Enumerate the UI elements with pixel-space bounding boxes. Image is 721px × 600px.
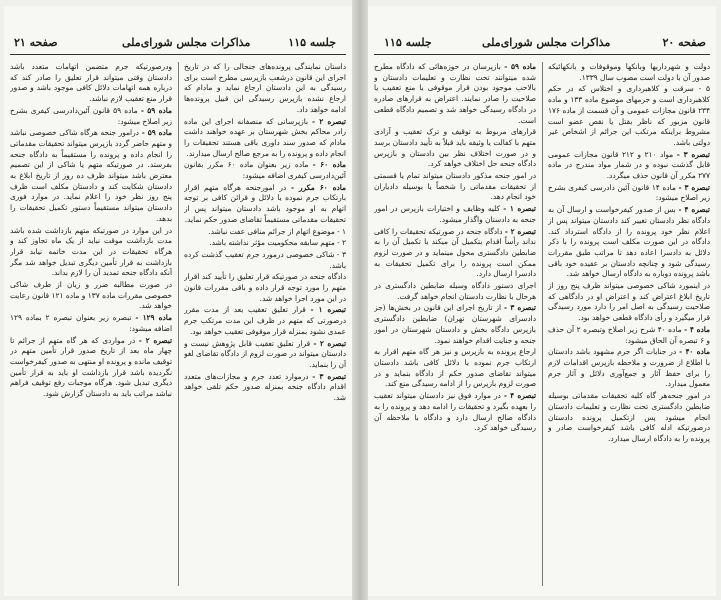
section-heading: تبصره ۱ - — [310, 305, 346, 315]
section-heading: تبصره ۲ - — [504, 226, 536, 236]
paragraph: تبصره ۲ - در مواردی که هر گاه متهم از جرائم تا چهار ماه بعد از تاریخ صدور قرار تأمین متهم در توقیف مانده و پرونده او منتهی به صدور کیفرخواست نگردیده باشد قرار بازداشت او باید به قرار تأمین دیگری تبدیل شود. هرگاه موجبات رفع توقیف فراهم نباشد مراتب باید به دادستان گزارش شود. — [10, 335, 172, 399]
paragraph: ۱ - موضوع اتهام از جرائم منافی عفت نباشد. — [208, 226, 346, 236]
paragraph: ماده ۵۹ - ماده ۵۹ قانون آئین‌دادرسی کیفری بشرح زیر اصلاح میشود: — [10, 105, 172, 126]
left-page-session: جلسه ۱۱۵ — [288, 36, 336, 49]
paragraph: ماده ۶۰ مکرر - در امورجنحه هرگاه متهم اقرار بارتکاب جرم نموده یا دلائل و قرائن کافی بر توجه اتهام به او موجود باشد دادستان میتواند پس از تحقیقات مقدماتی مستقیماً تقاضای صدور حکم نماید. — [184, 182, 346, 224]
paragraph: ۳ - شاکی خصوصی درمورد جرم تعقیب گذشت کرده باشد. — [184, 249, 346, 270]
section-heading: ماده ۵۹ - — [141, 128, 172, 138]
paragraph: در امور جنحه مذکور دادستان میتواند تمام یا قسمتی از تحقیقات مقدماتی را شخصاً یا بوسیله دادیاران خود انجام دهد. — [374, 171, 536, 202]
section-heading: تبصره ۴ - — [678, 205, 710, 215]
paragraph: تبصره ۱ - قرار تعلیق تعقیب بعد از مدت مقرر درصورتی که متهم در ظرف این مدت مرتکب جرم عمدی نشود بمنزله قرار موقوفی تعقیب خواهد بود. — [184, 305, 346, 336]
section-heading: ماده ۶۰ مکرر - — [290, 182, 346, 192]
paragraph: تبصره ۴ - بس از صدور کیفرخواست و ارسال آن به دادگاه نظر دادستان تغییر کند دادستان میتواند پس از اعلام نظر خود پرونده را از دادگاه استرداد کند. دادگاه در این صورت مکلف است پرونده را با ذکر دلائل به دادسرا اعاده دهد تا مراتب طبق مقررات رسیدگی شود و چنانچه دادستان بر عقیده خود باقی باشد پرونده دوباره به دادگاه ارسال خواهد شد. — [548, 205, 710, 279]
section-heading: تبصره ۳ - — [676, 149, 710, 159]
paragraph: تبصره ۳ - مواد ۲۱۰ و ۲۱۲ قانون مجازات عمومی قابل گذشت نبوده و در شمار مواد مندرج در ماده ۲۷۷ مکرر آن قانون حذف میگردد. — [548, 149, 710, 181]
section-heading: تبصره ۳ - — [503, 303, 536, 313]
section-heading: ماده ۴ - — [684, 324, 710, 334]
book-gutter — [352, 0, 368, 600]
section-heading: ماده ۴۰ - — [679, 347, 710, 357]
section-heading: تبصره ۳ - — [678, 182, 710, 192]
paragraph: ۵ - سرقت و کلاهبرداری و اختلاس که در حکم کلاهبرداری است و جرمهای موضوع ماده ۱۳۳ و ماده ۲۳۴ قانون مجازات عمومی و آن قسمت از ماده ۱۷۶ قانون مزبور که ناظر بقتل یا نقص عضو است مشروط براینکه مرتکب این جرائم از اشخاص غیر دولتی باشد. — [548, 84, 710, 147]
paragraph: تبصره ۳ - از تاریخ اجرای این قانون در بخش‌ها (جز دادسرای شهرستان تهران) ضابطین دادگستری بازپرس دادگاه بخش و دادستان شهرستان در امور جنحه و جنایت اقدام خواهند نمود. — [374, 303, 536, 345]
section-heading: تبصره ۳ - — [312, 371, 346, 381]
section-heading: ماده ۱۲۹ - — [135, 313, 172, 323]
paragraph: ۲ - متهم سابقه محکومیت مؤثر نداشته باشد. — [209, 238, 346, 248]
left-page-number: صفحه ۲۱ — [14, 36, 58, 49]
left-page — [4, 6, 352, 596]
paragraph: تبصره ۳ - درموارد تعدد جرم و مجازات‌های متعدد اقدام دادگاه جنحه بمنزله صدور حکم تلقی خواهد شد. — [184, 371, 346, 403]
right-page-header — [374, 32, 710, 55]
right-page-journal-title: مذاکرات مجلس شورای‌ملی — [482, 36, 611, 49]
section-heading: تبصره ۲ - — [138, 335, 172, 345]
column-divider — [542, 62, 543, 586]
paragraph: ماده ۵۹ - بازپرسان در حوزه‌هائی که دادگاه مطرح شده میتوانند تحت نظارت و تعلیمات دادستان و بالاحب موجود بودن قرار موقوفی یا منع تعقیب یا صلاحیت را صادر نمایند. اعتراض به قرارهای صادره در دادگاه رسیدگی خواهد شد و تصمیم دادگاه قطعی است. — [374, 62, 536, 125]
paragraph: ماده ۴۰ - در جنایات اگر جرم مشهود باشد دادستان با اطلاع از ضرورت و ملاحظه بازپرس اقدامات لازم را برای حفظ آثار و جمع‌آوری دلائل و آثار جرم معمول میدارد. — [548, 347, 710, 389]
left-page-header — [10, 32, 346, 55]
paragraph: تبصره ۳ - ماده ۱۴ قانون آئین دادرسی کیفری بشرح زیر اصلاح میشود: — [548, 182, 710, 203]
paragraph: داستان نمایندگی پرونده‌های جنجالی را که در تاریخ اجرای این قانون درشعب بازپرسی مطرح است برای رسیدگی به این دادستان ارجاع نماید و مادام که ارجاع نشده بازپرس رسیدگی این قبیل پرونده‌ها ادامه خواهد داد. — [184, 62, 346, 114]
section-heading: ماده ۶۰ - — [312, 160, 346, 170]
section-heading: ماده ۵۹ - — [140, 105, 172, 115]
paragraph: در صورت مطالبه ضرر و زیان از طرف شاکی خصوصی مقررات ماده ۱۳۷ و ماده ۱۲۱ قانون رعایت خواهد شد. — [10, 280, 172, 311]
right-page-column-left — [374, 62, 536, 588]
paragraph: دولت و شهرداریها وبانکها وموقوفات و بانکهائیکه صدور آن با دولت است مصوب سال ۱۳۳۹. — [548, 62, 710, 82]
right-page — [368, 6, 716, 596]
section-heading: تبصره ۴ - — [503, 391, 536, 401]
paragraph: تبصره ۲ - دادگاه جنحه در صورتیکه تحقیقات را کافی نداند رأساً اقدام بتکمیل آن میکند یا تکمیل آن را به ضابطین دادگستری محول مینماید و در صورت لزوم ممکن است پرونده را برای تکمیل تحقیقات به دادسرا ارسال دارد. — [374, 226, 536, 279]
paragraph: دادگاه جنحه در صورتیکه قرار تعلیق را تأیید کند اقرار متهم را مورد توجه قرار داده و باقی مقررات قانون در این مورد اجرا خواهد شد. — [184, 272, 346, 303]
paragraph: تبصره ۴ - در موارد فوق نیز دادستان میتواند تعقیب را بعهده بگیرد و تحقیقات را ادامه دهد و پرونده را به دادگاه صالح ارسال دارد و دادگاه با ملاحظه آن رسیدگی خواهد کرد. — [374, 391, 536, 433]
paragraph: در این موارد در صورتیکه متهم بازداشت شده باشد مدت بازداشت موقت نباید از یک ماه تجاوز کند و هرگاه تحقیقات در این مدت خاتمه نیابد قرار بازداشت به قرار تأمین دیگری تبدیل خواهد شد مگر آنکه دادگاه جنحه تمدید آن را لازم بداند. — [10, 225, 172, 278]
paragraph: تبصره ۱ - کلیه وظایف و اختیارات بازپرس در امور جنحه به دادستان واگذار میشود. — [374, 204, 536, 224]
right-page-session: جلسه ۱۱۵ — [384, 36, 432, 49]
paragraph: ماده ۱۲۹ - تبصره زیر بعنوان تبصره ۲ بماده ۱۲۹ اضافه میشود: — [10, 313, 172, 333]
right-page-column-right — [548, 62, 710, 588]
paragraph: ماده ۶۰ - ماده زیر بعنوان ماده ۶۰ مکرر بقانون آئین‌دادرسی کیفری اضافه میشود: — [184, 160, 346, 181]
paragraph: ودرصورتیکه جرم متضمن اتهامات متعدد باشد دادستان وقتی میتواند قرار تعلیق را صادر کند که درباره همه اتهامات دلائل کافی موجود باشد و صدور قرار منع تعقیب لازم نباشد. — [10, 62, 172, 104]
section-heading: ماده ۵۹ - — [504, 62, 536, 71]
paragraph: ارجاع پرونده به بازپرس و نیز هر گاه متهم اقرار به ارتکاب جرم نموده یا دلائل کافی باشد دادستان میتواند تقاضای صدور حکم از دادگاه بنماید و در صورت لزوم بازپرس را از ادامه رسیدگی منع کند. — [374, 347, 536, 389]
paragraph: در امور جنحه‌هر گاه کلیه تحقیقات مقدماتی بوسیله ضابطین دادگستری تحت نظارت و تعلیمات دادستان انجام میشود پس ازتکمیل پرونده دادستان درصورتیکه ادله کافی باشد کیفرخواست صادر و پرونده را به دادگاه ارسال میدارد. — [548, 391, 710, 443]
paragraph: اجرای دستور دادگاه وسیله ضابطین دادگستری در هرحال با نظارت دادستان انجام خواهد گرفت. — [374, 281, 536, 301]
left-page-column-right — [184, 62, 346, 588]
paragraph: ماده ۵۹ - درامور جنحه هرگاه شاکی خصوصی نباشد و متهم حاضر گردد بازپرس میتواند تحقیقات مقدماتی را انجام داده و پرونده را مستقیماً به دادگاه جنحه بفرستد. در صورتیکه متهم یا شاکی از این تصمیم معترض باشد میتواند ظرف ده روز از تاریخ ابلاغ به دادستان شکایت کند و دادستان مکلف است ظرف پنج روز نظر خود را اعلام نماید. در موارد فوری دادستان میتواند مستقیماً دستور تکمیل تحقیقات را بدهد. — [10, 128, 172, 223]
left-page-journal-title: مذاکرات مجلس شورای‌ملی — [122, 36, 251, 49]
paragraph: ماده ۴ - ماده ۴۰ شرح زیر اصلاح وتبصره ۲ آن حذف و ۶ تبصره آن الحاق میشود: — [548, 324, 710, 345]
right-page-number: صفحه ۲۰ — [662, 36, 706, 49]
left-page-column-left — [10, 62, 172, 588]
section-heading: تبصره ۱ - — [503, 204, 536, 214]
paragraph: تبصره ۲ - قرار تعلیق تعقیب قابل پژوهش نیست و دادستان میتواند در صورت لزوم از دادگاه تقاضای لغو آن را بنماید. — [184, 338, 346, 369]
section-heading: تبصره ۲ - — [313, 338, 346, 348]
paragraph: در اینمورد شاکی خصوصی میتواند ظرف پنج روز از تاریخ ابلاغ اعتراض کند و اعتراض او در دادگاهی که صلاحیت رسیدگی به اصل امر را دارد مورد رسیدگی قرار میگیرد و رأی دادگاه قطعی خواهد بود. — [548, 281, 710, 323]
paragraph: تبصره ۲ - بازپرسانی که منصفانه اجرای این ماده رادر محاکم بخش شهرستان بر عهده خواهند داشت مادام که صدور سند داوری باقی هستند تحقیقات را انجام داده و پرونده را به مرجع صالح ارسال میدارند. — [184, 116, 346, 158]
section-heading: تبصره ۲ - — [311, 116, 346, 126]
paragraph: قرارهای مربوط به توقیف و ترک تعقیب و آزادی متهم با کفالت یا وثیقه باید قبلاً به تأیید دادستان برسد و در صورت اختلاف نظر بین دادستان و بازپرس دادگاه جنحه حل اختلاف خواهد کرد. — [374, 127, 536, 169]
column-divider — [178, 62, 179, 586]
